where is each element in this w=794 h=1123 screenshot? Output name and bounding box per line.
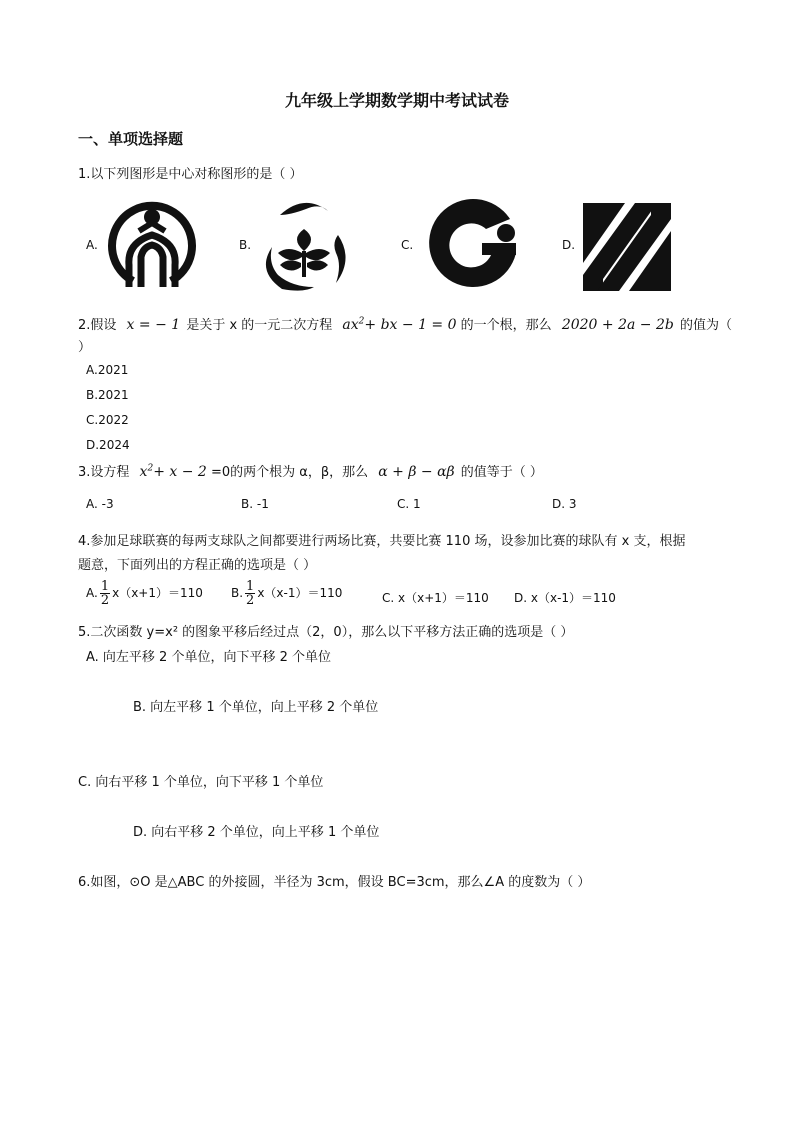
fraction-half: $\frac{1}{2}$ [246,579,255,608]
q2-text-4: 的值为（ [679,318,732,333]
q5-option-b: B. 向左平移 1 个单位，向上平移 2 个单位 [133,700,379,715]
q4-option-d: D. x（x-1）＝110 [514,591,616,605]
q3-math-expression: α + β − αβ [378,464,455,480]
q2-text-1: 2.假设 [78,318,117,333]
q3-stem [78,461,543,480]
q2-option-b: B.2021 [86,388,129,402]
q3-math-equation: $x^2+ x - 2$ [139,463,207,480]
q1-label-b: B. [239,238,252,252]
q3-option-c: C. 1 [397,497,421,511]
q1-label-d: D. [562,238,576,252]
q3-option-a: A. -3 [86,497,114,511]
q2-math-equation: $ax^2+$ bx − 1 = 0 [342,316,457,333]
logo-d-icon [583,203,671,291]
q4-stem-line-2: 题意，下面列出的方程正确的选项是（ ） [78,558,317,573]
fraction-half: $\frac{1}{2}$ [100,579,110,608]
q3-text-2: =0的两个根为 α，β，那么 [210,465,369,480]
logo-c-icon [426,193,526,293]
q5-option-d: D. 向右平移 2 个单位，向上平移 1 个单位 [133,825,380,840]
q3-option-d: D. 3 [552,497,577,511]
q1-label-a: A. [86,238,98,252]
logo-a-icon [103,195,201,293]
q5-stem: 5.二次函数 y=x² 的图象平移后经过点（2，0），那么以下平移方法正确的选项是（ ） [78,625,574,640]
q2-text-2: 是关于 x 的一元二次方程 [186,318,333,333]
q4-stem-line-1: 4.参加足球联赛的每两支球队之间都要进行两场比赛，共要比赛 110 场，设参加比赛的球队有 x 支，根据 [78,534,686,549]
q5-option-c: C. 向右平移 1 个单位，向下平移 1 个单位 [78,775,324,790]
q3-option-b: B. -1 [241,497,269,511]
q4-option-c: C. x（x+1）＝110 [382,591,489,605]
q3-text-1: 3.设方程 [78,465,130,480]
q1-label-c: C. [401,238,414,252]
page-title: 九年级上学期数学期中考试试卷 [284,91,509,110]
section-heading: 一、单项选择题 [78,130,184,148]
logo-b-icon [254,195,354,295]
q2-option-a: A.2021 [86,363,129,377]
q5-option-a: A. 向左平移 2 个单位，向下平移 2 个单位 [86,650,332,665]
q4-option-a: A. $\frac{1}{2}$ x（x+1）＝110 [86,579,203,608]
q2-math-expression: 2020 + 2a − 2b [561,317,674,333]
q6-stem: 6.如图，⊙O 是△ABC 的外接圆，半径为 3cm，假设 BC=3cm，那么∠A 的度数为（ ） [78,875,591,890]
q2-stem-end: ） [78,340,92,355]
q2-math-root: x = − 1 [126,317,181,333]
q2-text-3: 的一个根，那么 [460,318,552,333]
q3-text-3: 的值等于（ ） [460,465,543,480]
q1-stem: 1.以下列图形是中心对称图形的是（ ） [78,167,303,182]
q4-option-b: B. $\frac{1}{2}$ x（x-1）＝110 [231,579,343,608]
q2-option-c: C.2022 [86,413,129,427]
q2-option-d: D.2024 [86,438,130,452]
q2-stem [78,314,732,333]
